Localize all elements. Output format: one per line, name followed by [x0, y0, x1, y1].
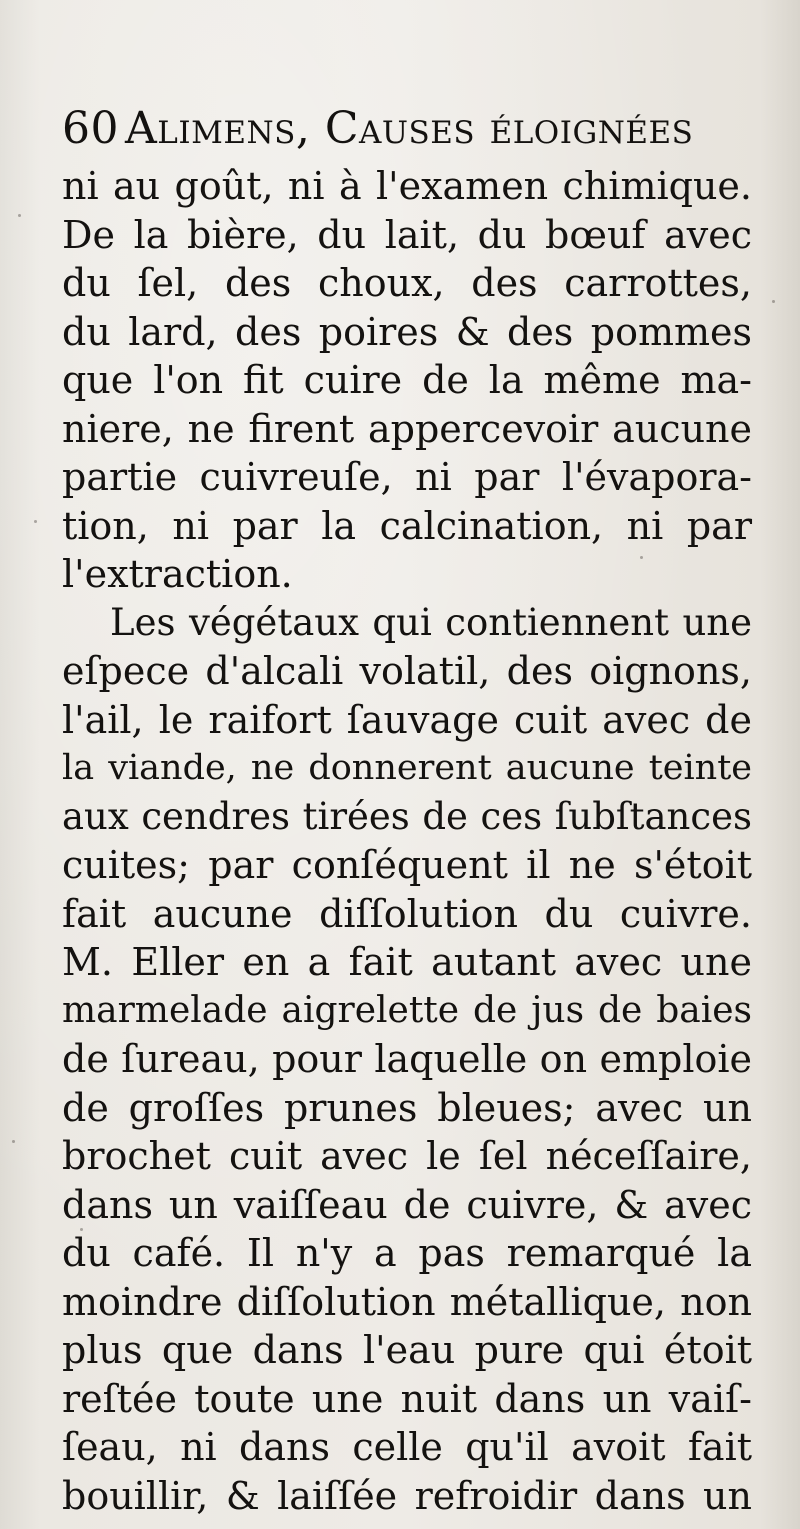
text-line: tion, ni par la calcination, ni par	[62, 503, 752, 548]
text-line: bouillir, & laiſſée refroidir dans un	[62, 1473, 752, 1518]
paper-speck	[772, 300, 775, 303]
text-line: M. Eller en a fait autant avec une	[62, 940, 752, 984]
text-line: marmelade aigrelette de jus de baies	[62, 989, 752, 1031]
text-line: du café. Il n'y a pas remarqué la	[62, 1231, 752, 1275]
paper-speck	[34, 520, 37, 523]
text-line: cuites; par conſéquent il ne s'étoit	[62, 843, 752, 887]
text-line: niere, ne firent appercevoir aucune	[62, 406, 752, 451]
text-line: ni au goût, ni à l'examen chimique.	[62, 164, 752, 208]
text-line: fait aucune diſſolution du cuivre.	[62, 891, 752, 936]
text-line: Les végétaux qui contiennent une	[110, 600, 752, 644]
text-line: du ſel, des choux, des carrottes,	[62, 261, 752, 305]
text-line: la viande, ne donnerent aucune teinte	[62, 748, 752, 788]
text-line: de groſſes prunes bleues; avec un	[62, 1085, 752, 1130]
running-head-title: Alimens, Causes éloignées	[125, 103, 694, 154]
page-number: 60	[62, 103, 119, 154]
running-header	[62, 100, 752, 162]
text-line: moindre diſſolution métallique, non	[62, 1279, 752, 1324]
text-line: dans un vaiſſeau de cuivre, & avec	[62, 1182, 752, 1227]
text-line: de ſureau, pour laquelle on emploie	[62, 1037, 752, 1081]
text-line: l'ail, le raifort ſauvage cuit avec de	[62, 697, 752, 742]
text-line: aux cendres tirées de ces ſubſtances	[62, 794, 752, 838]
text-line: reſtée toute une nuit dans un vaiſ-	[62, 1376, 752, 1421]
paper-speck	[12, 1140, 15, 1143]
body-text	[62, 162, 752, 1520]
text-line: plus que dans l'eau pure qui étoit	[62, 1328, 752, 1372]
text-line: brochet cuit avec le ſel néceſſaire,	[62, 1134, 752, 1178]
text-line: De la bière, du lait, du bœuf avec	[62, 212, 752, 257]
text-line: partie cuivreuſe, ni par l'évapora-	[62, 455, 752, 499]
paper-speck	[18, 214, 21, 217]
text-line: eſpece d'alcali volatil, des oignons,	[62, 649, 752, 693]
text-line: l'extraction.	[62, 552, 293, 596]
text-line: ſeau, ni dans celle qu'il avoit fait	[62, 1425, 752, 1469]
text-line: que l'on fit cuire de la même ma-	[62, 358, 752, 402]
text-block	[62, 100, 752, 1520]
text-line: du lard, des poires & des pommes	[62, 309, 752, 354]
